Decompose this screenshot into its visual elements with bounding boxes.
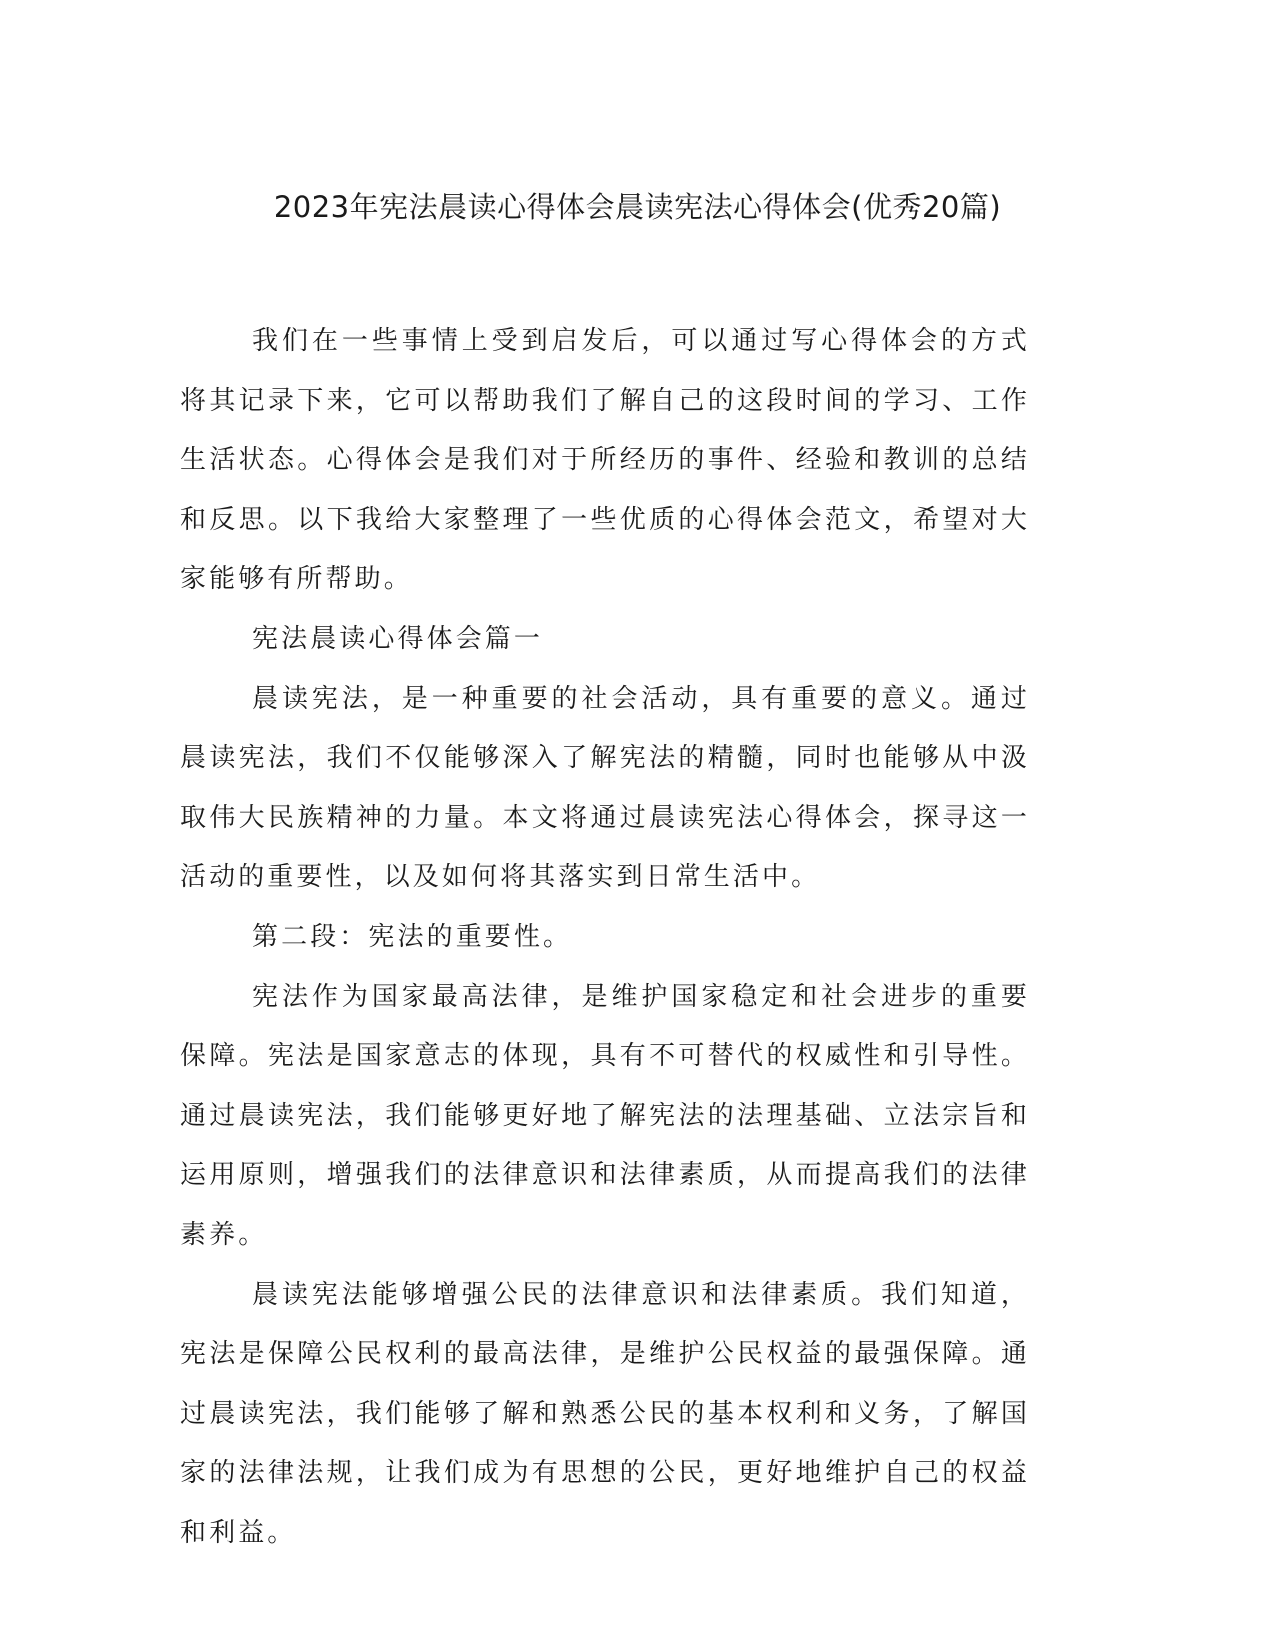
document-title: 2023年宪法晨读心得体会晨读宪法心得体会(优秀20篇): [273, 190, 1002, 224]
body-paragraph: 晨读宪法，是一种重要的社会活动，具有重要的意义。通过晨读宪法，我们不仅能够深入了解宪法的精髓，同时也能够从中汲取伟大民族精神的力量。本文将通过晨读宪法心得体会，探寻这一活动的重要性，以及如何将其落实到日常生活中。: [180, 683, 1030, 893]
document-body: [180, 312, 1030, 1563]
body-paragraph: 宪法作为国家最高法律，是维护国家稳定和社会进步的重要保障。宪法是国家意志的体现，具有不可替代的权威性和引导性。通过晨读宪法，我们能够更好地了解宪法的法理基础、立法宗旨和运用原则，增强我们的法律意识和法律素质，从而提高我们的法律素养。: [180, 981, 1030, 1250]
section-subheading: 第二段：宪法的重要性。: [252, 921, 573, 952]
section-heading: 宪法晨读心得体会篇一: [252, 623, 544, 654]
body-paragraph: 晨读宪法能够增强公民的法律意识和法律素质。我们知道，宪法是保障公民权利的最高法律，是维护公民权益的最强保障。通过晨读宪法，我们能够了解和熟悉公民的基本权利和义务，了解国家的法律法规，让我们成为有思想的公民，更好地维护自己的权益和利益。: [180, 1279, 1030, 1548]
intro-paragraph: 我们在一些事情上受到启发后，可以通过写心得体会的方式将其记录下来，它可以帮助我们了解自己的这段时间的学习、工作生活状态。心得体会是我们对于所经历的事件、经验和教训的总结和反思。以下我给大家整理了一些优质的心得体会范文，希望对大家能够有所帮助。: [180, 326, 1030, 595]
